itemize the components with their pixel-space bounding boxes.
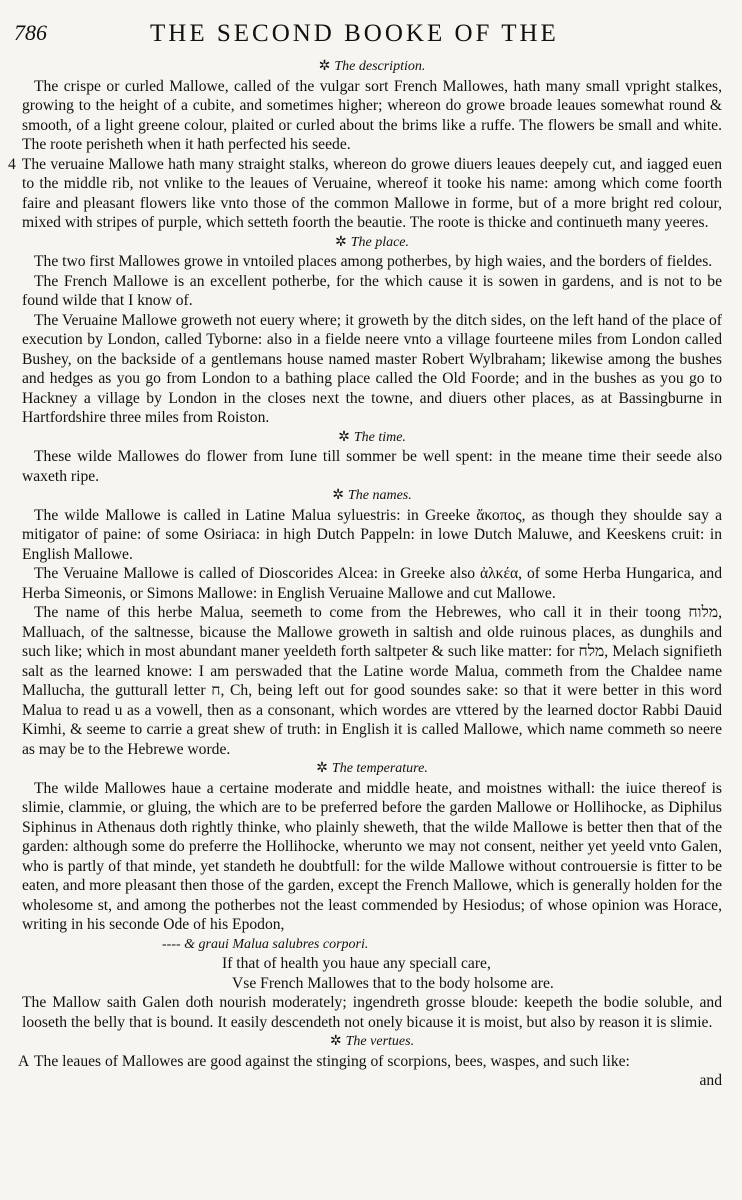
- section-heading-time: ✲ The time.: [338, 429, 406, 445]
- verse-line-1: If that of health you haue any speciall care,: [222, 955, 491, 972]
- section-heading-description: ✲ The description.: [318, 59, 426, 74]
- item-number: 4: [8, 155, 16, 173]
- paragraph-place-2: The French Mallowe is an excellent potherbe, for the which cause it is sowen in gardens, and is not to be found wilde that I know of.: [22, 272, 722, 309]
- catchword: and: [699, 1072, 722, 1089]
- asterisk-icon: ✲: [332, 488, 344, 503]
- paragraph-vertues-1: A The leaues of Mallowes are good against the stinging of scorpions, bees, waspes, and such like:: [22, 1052, 722, 1072]
- paragraph-place-3: The Veruaine Mallowe groweth not euery where; it groweth by the ditch sides, on the left hand of the place of execution by London, called Tyborne: also in a fielde neere vnto a village fourteene miles from London called Bushey, on the backside of a gentlemans house named master Robert Wylbraham; likewise among the bushes and hedges as you go from London to a bathing place called the Old Foorde; and in the bushes as you go to Hackney a village by London in the closes next the towne, and diuers other places, as at Bassingburne in Hartfordshire three miles from Roiston.: [22, 311, 722, 426]
- paragraph-temperature-1: The wilde Mallowes haue a certaine moderate and middle heate, and moistnes withall: the iuice thereof is slimie, clammie, or gluing, the which are to be preferred before the garden Mallowe or Hollihocke, as Diphilus Siphinus in Athenaus doth rightly thinke, who plainly sheweth, that the wilde Mallowe is better then that of the garden: although some do preferre the Hollihocke, wherunto we may not consent, neither yet yeeld vnto Galen, who is partly of that minde, yet standeth he doubtfull: for the wilde Mallowe without controuersie is fitter to be eaten, and more pleasant then those of the garden, except the French Mallowe, which is generally holden for the wholesome st, and among the potherbes not the least commended by Hesiodus; of whose opinion was Horace, writing in his seconde Ode of his Epodon,: [22, 779, 722, 933]
- paragraph-names-1: The wilde Mallowe is called in Latine Malua syluestris: in Greeke ἄκοπος, as though they shoulde say a mitigator of paine: of some Osiriaca: in high Dutch Pappeln: in lowe Dutch Maluwe, and Keeskens cruit: in English Mallowe.: [22, 506, 722, 563]
- margin-letter: A: [18, 1052, 30, 1070]
- section-heading-names: ✲ The names.: [332, 488, 412, 503]
- verse-line-2: Vse French Mallowes that to the body holsome are.: [232, 974, 554, 992]
- paragraph-description-2: 4 The veruaine Mallowe hath many straight stalks, whereon do growe diuers leaues deepely cut, and iagged euen to the middle rib, not vnlike to the leaues of Veruaine, whereof it tooke his name: among which come foorth faire and pleasant flowers like vnto those of the common Mallowe in forme, but of a more bright red colour, mixed with stripes of purple, which setteth foorth the beautie. The roote is thicke and continueth many yeeres.: [8, 155, 722, 231]
- section-heading-temperature: ✲ The temperature.: [316, 761, 428, 776]
- paragraph-temperature-2: The Mallow saith Galen doth nourish moderately; ingendreth grosse bloude: keepeth the bodie soluble, and looseth the belly that is bound. It easily descendeth not onely bicause it is moist, but also by reason it is slimie.: [22, 994, 722, 1031]
- paragraph-time-1: These wilde Mallowes do flower from Iune till sommer be well spent: in the meane time their seede also waxeth ripe.: [22, 448, 722, 485]
- asterisk-icon: ✲: [316, 761, 328, 776]
- page-body: [8, 57, 722, 1091]
- paragraph-description-1: The crispe or curled Mallowe, called of the vulgar sort French Mallowes, hath many small vpright stalkes, growing to the height of a cubite, and sometimes higher; whereon do growe broade leaues somewhat round & smooth, of a light greene colour, plaited or curled about the brims like a ruffe. The flowers be small and white. The roote perisheth when it hath perfected his seede.: [22, 77, 722, 153]
- verse-latin: ---- & graui Malua salubres corpori.: [162, 936, 369, 952]
- asterisk-icon: ✲: [338, 429, 350, 445]
- asterisk-icon: ✲: [318, 59, 331, 74]
- section-heading-vertues: ✲ The vertues.: [329, 1034, 415, 1049]
- running-head: THE SECOND BOOKE OF THE: [150, 20, 559, 47]
- section-heading-place: ✲ The place.: [334, 234, 410, 250]
- asterisk-icon: ✲: [334, 234, 347, 250]
- asterisk-icon: ✲: [329, 1034, 342, 1049]
- page-number: 786: [14, 20, 47, 45]
- paragraph-names-3: The name of this herbe Malua, seemeth to come from the Hebrewes, who call it in their toong מלוח, Malluach, of the saltnesse, bicause the Mallowe groweth in saltish and olde ruinous places, as dunghils and such like; which in most abundant maner yeeldeth forth saltpeter & such like matter: for מלח, Melach signifieth salt as the learned knowe: I am perswaded that the Latine worde Malua, commeth from the Chaldee name Mallucha, the gutturall letter ח, Ch, being left out for good soundes sake: so that it were better in this word Malua to read u as a vowell, then as a consonant, which wordes are vttered by the learned doctor Rabbi Dauid Kimhi, & seeme to carrie a great shew of truth: in English it is called Mallowe, which name commeth so neere as may be to the Hebrewe worde.: [22, 604, 722, 758]
- paragraph-place-1: The two first Mallowes growe in vntoiled places among potherbes, by high waies, and the borders of fieldes.: [34, 253, 713, 270]
- paragraph-names-2: The Veruaine Mallowe is called of Dioscorides Alcea: in Greeke also ἀλκέα, of some Herba Hungarica, and Herba Simeonis, or Simons Mallowe: in English Veruaine Mallowe and cut Mallowe.: [22, 565, 722, 602]
